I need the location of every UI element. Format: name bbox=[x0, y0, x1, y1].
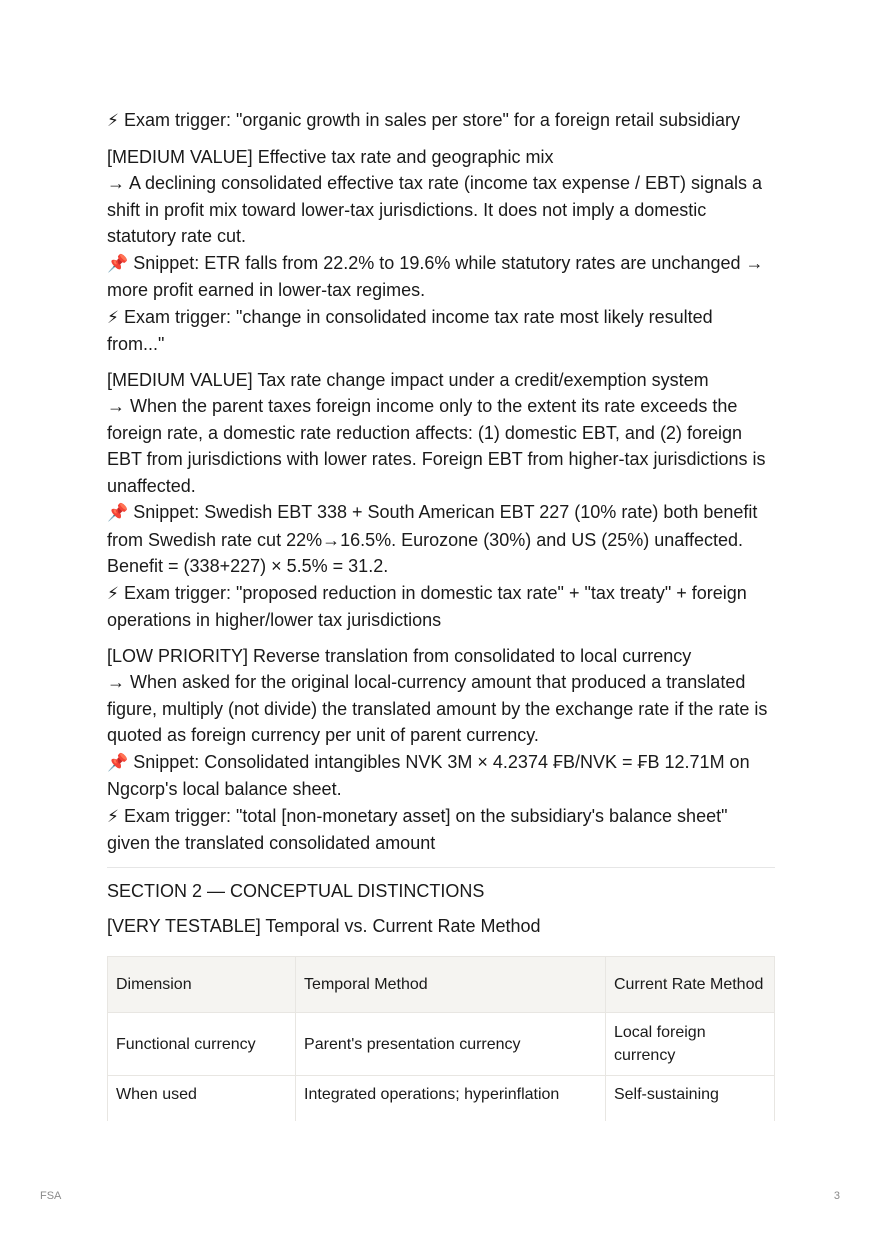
text-block bbox=[107, 643, 775, 857]
snippet-text: Snippet: ETR falls from 22.2% to 19.6% while statutory rates are unchanged → more profit earned in lower-tax regimes. bbox=[107, 252, 764, 300]
footer-label: FSA bbox=[40, 1190, 62, 1202]
section-divider bbox=[107, 867, 775, 868]
exam-trigger-line bbox=[107, 803, 775, 857]
comparison-table bbox=[108, 957, 775, 1121]
exam-trigger-line bbox=[107, 580, 775, 634]
comparison-table-wrapper bbox=[107, 956, 775, 1121]
table-header-cell: Current Rate Method bbox=[605, 957, 775, 1013]
snippet-line bbox=[107, 499, 775, 580]
exam-trigger-text: Exam trigger: "organic growth in sales per store" for a foreign retail subsidiary bbox=[123, 110, 741, 130]
lightning-icon: ⚡ bbox=[107, 806, 119, 827]
explanation-text: → When asked for the original local-currency amount that produced a translated figure, multiply (not divide) the translated amount by the exchange rate if the rate is quoted as foreign currency per unit of parent currency. bbox=[107, 672, 768, 745]
text-block bbox=[107, 144, 775, 358]
text-block bbox=[107, 107, 775, 135]
snippet-line bbox=[107, 250, 775, 304]
table-cell: Parent's presentation currency bbox=[296, 1013, 606, 1076]
table-cell: Functional currency bbox=[108, 1013, 296, 1076]
table-row bbox=[108, 1013, 775, 1076]
pushpin-icon: 📌 bbox=[107, 752, 129, 773]
lightning-icon: ⚡ bbox=[107, 307, 119, 328]
exam-trigger-text: Exam trigger: "proposed reduction in domestic tax rate" + "tax treaty" + foreign operations in higher/lower tax jurisdictions bbox=[107, 582, 747, 630]
snippet-text: Snippet: Consolidated intangibles NVK 3M × 4.2374 ₣B/NVK = ₣B 12.71M on Ngcorp's local balance sheet. bbox=[107, 751, 750, 799]
snippet-line bbox=[107, 749, 775, 803]
block-heading: [LOW PRIORITY] Reverse translation from consolidated to local currency bbox=[107, 645, 692, 666]
table-header-row bbox=[108, 957, 775, 1013]
table-header-cell: Temporal Method bbox=[296, 957, 606, 1013]
table-cell: Self-sustaining bbox=[613, 1086, 719, 1103]
exam-trigger-line bbox=[107, 107, 775, 135]
snippet-text: Snippet: Swedish EBT 338 + South American EBT 227 (10% rate) both benefit from Swedish rate cut 22%→16.5%. Eurozone (30%) and US (25%) unaffected. Benefit = (338+227) × 5.5% = 31.2. bbox=[107, 502, 758, 576]
explanation-text: → A declining consolidated effective tax rate (income tax expense / EBT) signals a shift in profit mix toward lower-tax jurisdictions. It does not imply a domestic statutory rate cut. bbox=[107, 173, 763, 246]
explanation-text: → When the parent taxes foreign income only to the extent its rate exceeds the foreign rate, a domestic rate reduction affects: (1) domestic EBT, and (2) foreign EBT from jurisdictions with lower rates. Foreign EBT from higher-tax jurisdictions is unaffected. bbox=[107, 396, 766, 496]
document-content bbox=[107, 107, 775, 1121]
lightning-icon: ⚡ bbox=[107, 111, 119, 131]
table-cell: Local foreign currency bbox=[605, 1013, 775, 1076]
text-block bbox=[107, 367, 775, 634]
table-cell: Integrated operations; hyperinflation bbox=[296, 1076, 606, 1121]
page-number: 3 bbox=[833, 1190, 840, 1202]
section-title: SECTION 2 — CONCEPTUAL DISTINCTIONS bbox=[107, 880, 485, 901]
pushpin-icon: 📌 bbox=[107, 503, 129, 523]
exam-trigger-text: Exam trigger: "total [non-monetary asset] on the subsidiary's balance sheet" given the translated consolidated amount bbox=[107, 805, 728, 853]
block-heading: [MEDIUM VALUE] Effective tax rate and geographic mix bbox=[107, 146, 554, 167]
table-row bbox=[108, 1076, 775, 1121]
table-header-cell: Dimension bbox=[108, 957, 296, 1013]
exam-trigger-line bbox=[107, 304, 775, 358]
exam-trigger-text: Exam trigger: "change in consolidated income tax rate most likely resulted from..." bbox=[107, 306, 713, 354]
pushpin-icon: 📌 bbox=[107, 253, 129, 274]
lightning-icon: ⚡ bbox=[107, 583, 119, 604]
table-cell: When used bbox=[108, 1076, 296, 1121]
block-heading: [MEDIUM VALUE] Tax rate change impact under a credit/exemption system bbox=[107, 369, 709, 390]
section-subtitle: [VERY TESTABLE] Temporal vs. Current Rate Method bbox=[107, 916, 541, 936]
